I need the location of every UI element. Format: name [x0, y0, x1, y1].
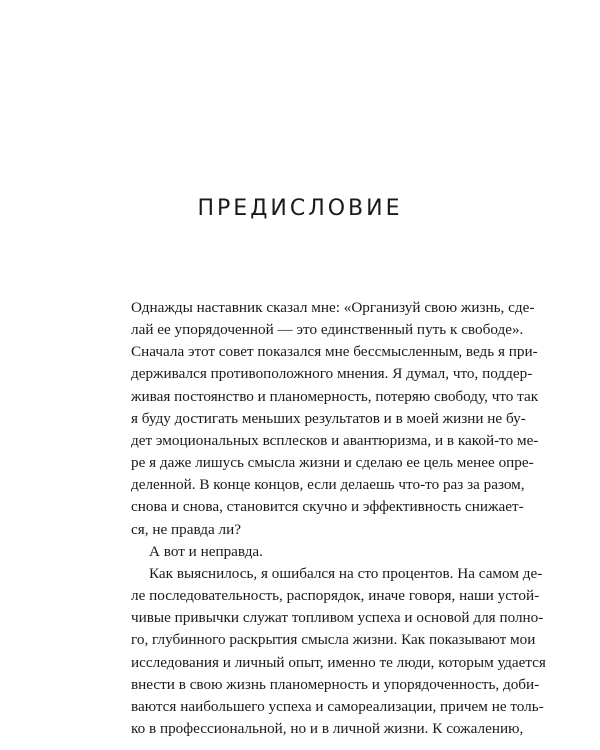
paragraph-1-line-5: живая постоянство и планомерность, потеряю свободу, что так [131, 387, 539, 405]
paragraph-3-line-6: внести в свою жизнь планомерность и упорядоченность, доби- [131, 675, 540, 693]
paragraph-1-line-6: я буду достигать меньших результатов и в моей жизни не бу- [131, 409, 526, 427]
paragraph-3-line-4: го, глубинного раскрытия смысла жизни. Как показывают мои [131, 631, 536, 649]
body-text [131, 297, 546, 740]
paragraph-3-line-2: ле последовательность, распорядок, иначе говоря, наши устой- [131, 587, 540, 605]
paragraph-1-line-7: дет эмоциональных всплесков и авантюризма, и в какой-то ме- [131, 431, 539, 449]
paragraph-2-line-1: А вот и неправда. [149, 542, 263, 560]
paragraph-3-line-5: исследования и личный опыт, именно те люди, которым удается [131, 653, 546, 671]
paragraph-1-line-3: Сначала этот совет показался мне бессмысленным, ведь я при- [131, 343, 538, 361]
paragraph-3-line-3: чивые привычки служат топливом успеха и основой для полно- [131, 609, 544, 627]
paragraph-1-line-10: снова и снова, становится скучно и эффективность снижает- [131, 498, 524, 516]
paragraph-3-line-7: ваются наибольшего успеха и самореализации, причем не толь- [131, 697, 544, 715]
paragraph-1-line-9: деленной. В конце концов, если делаешь что-то раз за разом, [131, 476, 525, 494]
chapter-title: ПРЕДИСЛОВИЕ [197, 196, 403, 221]
paragraph-1-line-8: ре я даже лишусь смысла жизни и сделаю ее цель менее опре- [131, 454, 534, 472]
paragraph-3-line-8: ко в профессиональной, но и в личной жизни. К сожалению, [131, 719, 524, 737]
paragraph-3-line-1: Как выяснилось, я ошибался на сто процентов. На самом де- [149, 564, 543, 582]
paragraph-1-line-11: ся, не правда ли? [131, 520, 241, 538]
paragraph-1-line-2: лай ее упорядоченной — это единственный путь к свободе». [131, 321, 524, 339]
paragraph-1-line-1: Однажды наставник сказал мне: «Организуй свою жизнь, сде- [131, 299, 535, 316]
paragraph-1-line-4: держивался противоположного мнения. Я думал, что, поддер- [131, 365, 533, 383]
